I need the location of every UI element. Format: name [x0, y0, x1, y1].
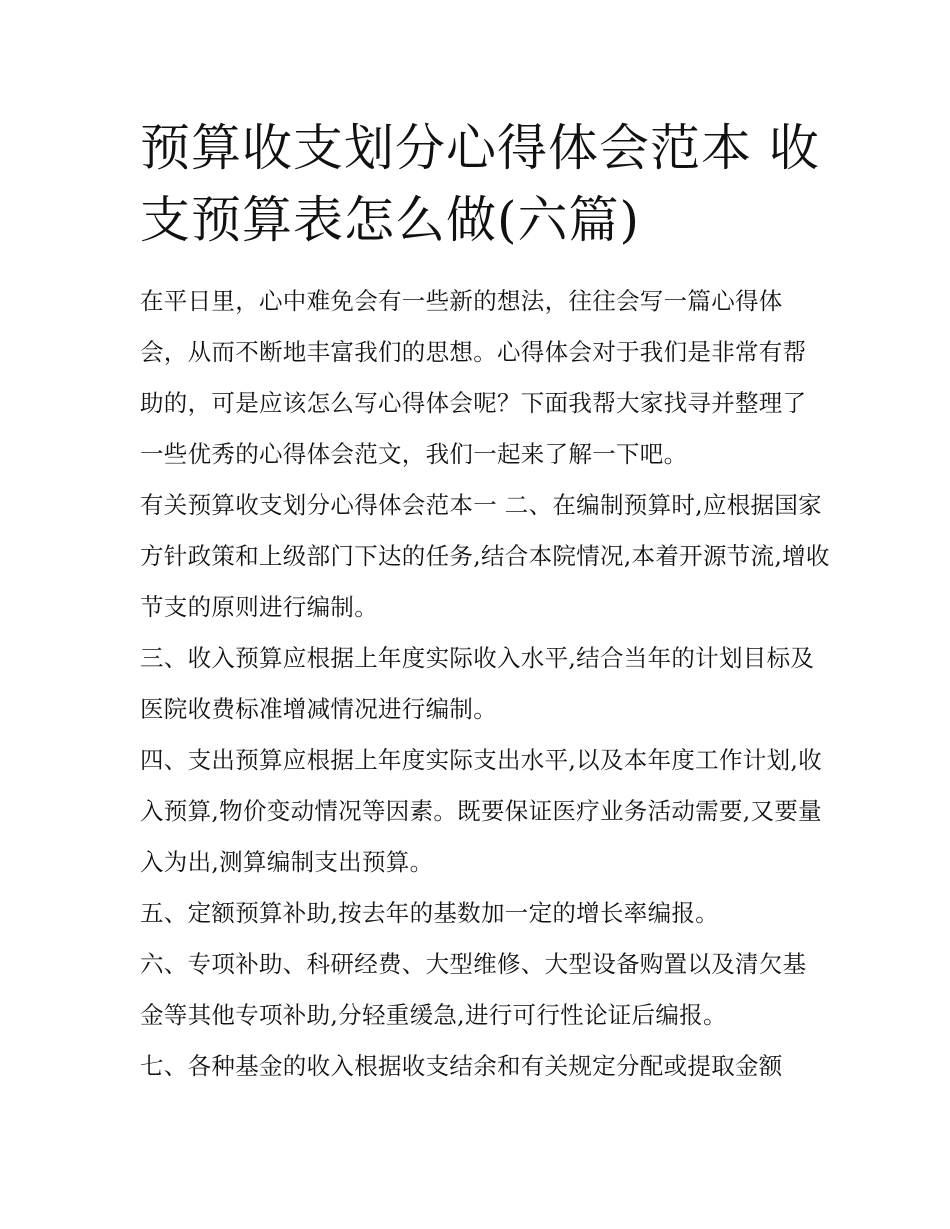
paragraph-section-4: 四、支出预算应根据上年度实际支出水平,以及本年度工作计划,收入预算,物价变动情况等因素。既要保证医疗业务活动需要,又要量入为出,测算编制支出预算。	[140, 746, 822, 876]
paragraph-section-6: 六、专项补助、科研经费、大型维修、大型设备购置以及清欠基金等其他专项补助,分轻重缓急,进行可行性论证后编报。	[140, 950, 807, 1029]
paragraph-section-5: 五、定额预算补助,按去年的基数加一定的增长率编报。	[140, 899, 719, 927]
paragraph-section-2: 有关预算收支划分心得体会范本一 二、在编制预算时,应根据国家方针政策和上级部门下达的任务,结合本院情况,本着开源节流,增收节支的原则进行编制。	[140, 491, 830, 621]
document-body	[140, 276, 830, 1092]
paragraph-intro: 在平日里，心中难免会有一些新的想法，往往会写一篇心得体会，从而不断地丰富我们的思想。心得体会对于我们是非常有帮助的，可是应该怎么写心得体会呢？下面我帮大家找寻并整理了一些优秀的心得体会范文，我们一起来了解一下吧。	[140, 287, 807, 468]
paragraph-section-3: 三、收入预算应根据上年度实际收入水平,结合当年的计划目标及医院收费标准增减情况进行编制。	[140, 644, 815, 723]
paragraph-section-7: 七、各种基金的收入根据收支结余和有关规定分配或提取金额	[140, 1052, 783, 1080]
document-title: 预算收支划分心得体会范本 收支预算表怎么做(六篇)	[140, 119, 820, 249]
